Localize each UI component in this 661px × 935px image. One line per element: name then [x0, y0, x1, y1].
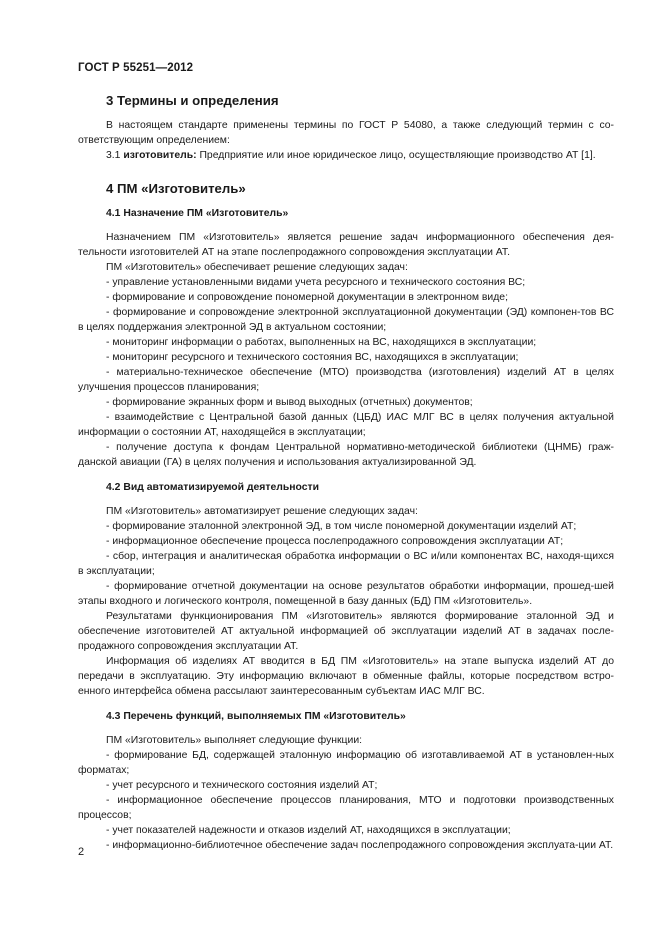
term-definition: [78, 148, 614, 163]
paragraph: Назначением ПМ «Изготовитель» является решение задач информационного обеспечения дея-тельности изготовителей АТ на этапе послепродажного сопровождения эксплуатации АТ.: [78, 232, 614, 258]
section-title: 4 ПМ «Изготовитель»: [106, 181, 246, 196]
subsection-title: 4.1 Назначение ПМ «Изготовитель»: [106, 208, 289, 219]
paragraph: ПМ «Изготовитель» автоматизирует решение следующих задач:: [106, 506, 418, 517]
list-item: - формирование БД, содержащей эталонную информацию об изготавливаемой АТ в установлен-ных форматах;: [78, 750, 614, 776]
term-number: 3.1: [106, 150, 124, 161]
list-item: - сбор, интеграция и аналитическая обработка информации о ВС и/или компонентах ВС, находя-щихся в эксплуатации;: [78, 551, 614, 577]
list-item: - мониторинг информации о работах, выполненных на ВС, находящихся в эксплуатации;: [106, 337, 537, 348]
term: изготовитель:: [123, 150, 197, 161]
list-item: - учет показателей надежности и отказов изделий АТ, находящихся в эксплуатации;: [106, 825, 511, 836]
paragraph: В настоящем стандарте применены термины по ГОСТ Р 54080, а также следующий термин с со-ответствующим определением:: [78, 120, 614, 146]
term-text: Предприятие или иное юридическое лицо, осуществляющие производство АТ [1].: [196, 150, 596, 161]
list-item: - формирование и сопровождение электронной эксплуатационной документации (ЭД) компонен-тов ВС в целях поддержания электронной ЭД в актуальном состоянии;: [78, 307, 614, 333]
page-number: 2: [78, 846, 85, 858]
list-item: - информационно-библиотечное обеспечение задач послепродажного сопровождения эксплуата-ции АТ.: [106, 840, 614, 851]
list-item: - получение доступа к фондам Центральной нормативно-методической библиотеки (ЦНМБ) граж-данской авиации (ГА) в целях получения и использования актуализированной ЭД.: [78, 442, 614, 468]
list-item: - информационное обеспечение процессов планирования, МТО и подготовки производственных процессов;: [78, 795, 614, 821]
list-item: - взаимодействие с Центральной базой данных (ЦБД) ИАС МЛГ ВС в целях получения актуальной информации о состоянии АТ, находящейся в эксплуатации;: [78, 412, 614, 438]
list-item: - управление установленными видами учета ресурсного и технического состояния ВС;: [106, 277, 526, 288]
list-item: - формирование отчетной документации на основе результатов обработки информации, прошед-шей этапы входного и логического контроля, помещенной в базу данных (БД) ПМ «Изготовитель».: [78, 581, 614, 607]
list-item: - формирование и сопровождение пономерной документации в электронном виде;: [106, 292, 508, 303]
list-item: - учет ресурсного и технического состояния изделий АТ;: [106, 780, 378, 791]
list-item: - материально-техническое обеспечение (МТО) производства (изготовления) изделий АТ в целях улучшения процессов планирования;: [78, 367, 614, 393]
paragraph: ПМ «Изготовитель» выполняет следующие функции:: [106, 735, 363, 746]
list-item: - информационное обеспечение процесса послепродажного сопровождения эксплуатации АТ;: [106, 536, 564, 547]
paragraph: Результатами функционирования ПМ «Изготовитель» являются формирование эталонной ЭД и обеспечение изготовителей АТ актуальной информацией об эксплуатации изделий АТ в задачах после-продажного сопровождения эксплуатации АТ.: [78, 611, 614, 652]
subsection-title: 4.3 Перечень функций, выполняемых ПМ «Изготовитель»: [106, 711, 406, 722]
list-item: - формирование эталонной электронной ЭД, в том числе пономерной документации изделий АТ;: [106, 521, 577, 532]
section-title: 3 Термины и определения: [106, 93, 279, 108]
subsection-title: 4.2 Вид автоматизируемой деятельности: [106, 482, 319, 493]
document-body: [78, 92, 614, 853]
standard-header: ГОСТ Р 55251—2012: [78, 62, 194, 74]
list-item: - мониторинг ресурсного и технического состояния ВС, находящихся в эксплуатации;: [106, 352, 519, 363]
paragraph: Информация об изделиях АТ вводится в БД ПМ «Изготовитель» на этапе выпуска изделий АТ до передачи в эксплуатацию. Эту информацию включают в обменные файлы, которые посредством встро-енного интерфейса обмена рассылают заинтересованным субъектам ИАС МЛГ ВС.: [78, 656, 614, 697]
list-item: - формирование экранных форм и вывод выходных (отчетных) документов;: [106, 397, 473, 408]
paragraph: ПМ «Изготовитель» обеспечивает решение следующих задач:: [106, 262, 408, 273]
